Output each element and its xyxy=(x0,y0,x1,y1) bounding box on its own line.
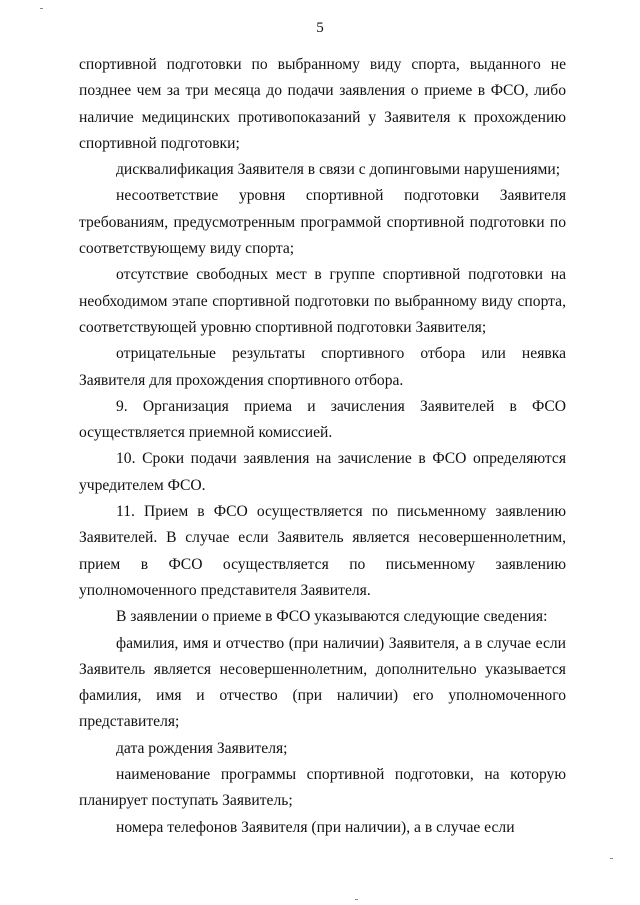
scan-artifact xyxy=(610,858,613,859)
page-number: 5 xyxy=(316,20,324,36)
clause-9: 9. Организация приема и зачисления Заявителей в ФСО осуществляется приемной комиссией. xyxy=(79,397,566,442)
paragraph-continuation: спортивной подготовки по выбранному виду спорта, выданного не позднее чем за три месяца до подачи заявления о приеме в ФСО, либо наличие медицинских противопоказаний у Заявителя к прохождению спортивной подготовки; xyxy=(79,56,566,152)
application-info-intro: В заявлении о приеме в ФСО указываются следующие сведения: xyxy=(116,608,548,626)
scan-artifact xyxy=(40,8,43,9)
list-item-phone-numbers: номера телефонов Заявителя (при наличии), а в случае если xyxy=(116,818,515,836)
list-item-birth-date: дата рождения Заявителя; xyxy=(116,739,288,757)
document-body xyxy=(79,52,566,841)
list-item-disqualification: дисквалификация Заявителя в связи с допинговыми нарушениями; xyxy=(116,161,561,179)
scan-artifact xyxy=(355,899,358,900)
list-item-program-name: наименование программы спортивной подготовки, на которую планирует поступать Заявитель; xyxy=(79,766,566,810)
list-item-full-name: фамилия, имя и отчество (при наличии) Заявителя, а в случае если Заявитель является несовершеннолетним, дополнительно указывается фамилия, имя и отчество (при наличии) его уполномоченного представителя; xyxy=(79,634,566,731)
clause-10: 10. Сроки подачи заявления на зачисление в ФСО определяются учредителем ФСО. xyxy=(79,450,566,494)
list-item-negative-results: отрицательные результаты спортивного отбора или неявка Заявителя для прохождения спортивного отбора. xyxy=(79,345,566,389)
list-item-level-mismatch: несоответствие уровня спортивной подготовки Заявителя требованиям, предусмотренным программой спортивной подготовки по соответствующему виду спорта; xyxy=(79,187,566,258)
list-item-no-vacancies: отсутствие свободных мест в группе спортивной подготовки на необходимом этапе спортивной подготовки по выбранному виду спорта, соответствующей уровню спортивной подготовки Заявителя; xyxy=(79,266,566,336)
clause-11: 11. Прием в ФСО осуществляется по письменному заявлению Заявителей. В случае если Заявитель является несовершеннолетним, прием в ФСО осуществляется по письменному заявлению уполномоченного представителя Заявителя. xyxy=(79,503,566,599)
